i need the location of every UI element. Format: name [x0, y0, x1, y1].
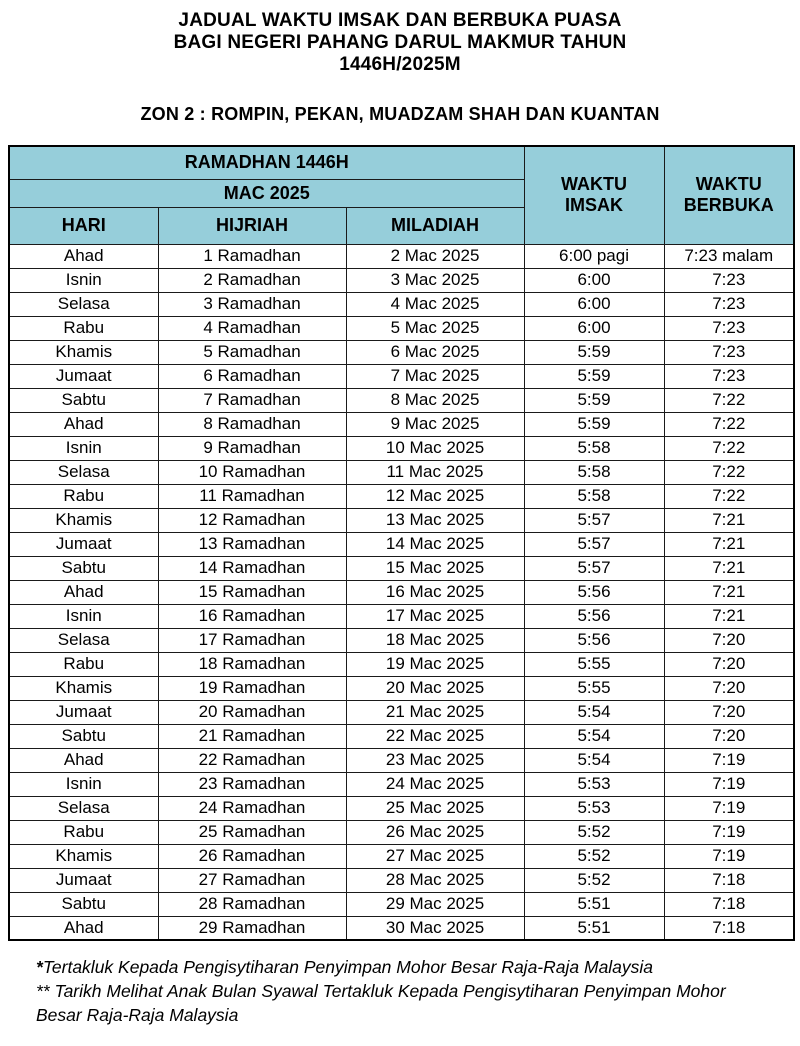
- cell-miladiah: 29 Mac 2025: [346, 892, 524, 916]
- cell-hijriah: 25 Ramadhan: [158, 820, 346, 844]
- cell-waktu-berbuka: 7:19: [664, 820, 794, 844]
- cell-hijriah: 29 Ramadhan: [158, 916, 346, 940]
- cell-hijriah: 11 Ramadhan: [158, 484, 346, 508]
- cell-hari: Ahad: [9, 244, 158, 268]
- table-row: [9, 412, 794, 436]
- table-row: [9, 796, 794, 820]
- cell-waktu-berbuka: 7:22: [664, 436, 794, 460]
- cell-waktu-imsak: 5:56: [524, 604, 664, 628]
- cell-waktu-berbuka: 7:20: [664, 700, 794, 724]
- cell-waktu-berbuka: 7:18: [664, 916, 794, 940]
- cell-hari: Jumaat: [9, 700, 158, 724]
- cell-miladiah: 20 Mac 2025: [346, 676, 524, 700]
- cell-miladiah: 15 Mac 2025: [346, 556, 524, 580]
- cell-hari: Jumaat: [9, 868, 158, 892]
- header-waktu-berbuka: [664, 146, 794, 244]
- cell-miladiah: 12 Mac 2025: [346, 484, 524, 508]
- cell-hari: Sabtu: [9, 724, 158, 748]
- document-title: [0, 0, 800, 76]
- cell-waktu-berbuka: 7:23: [664, 268, 794, 292]
- cell-hijriah: 2 Ramadhan: [158, 268, 346, 292]
- table-row: [9, 652, 794, 676]
- table-row: [9, 724, 794, 748]
- table-row: [9, 484, 794, 508]
- header-col-miladiah: MILADIAH: [346, 207, 524, 244]
- cell-miladiah: 17 Mac 2025: [346, 604, 524, 628]
- cell-hijriah: 23 Ramadhan: [158, 772, 346, 796]
- cell-waktu-berbuka: 7:21: [664, 556, 794, 580]
- table-row: [9, 292, 794, 316]
- cell-miladiah: 28 Mac 2025: [346, 868, 524, 892]
- cell-hari: Ahad: [9, 412, 158, 436]
- cell-waktu-berbuka: 7:22: [664, 412, 794, 436]
- cell-waktu-imsak: 5:51: [524, 916, 664, 940]
- cell-miladiah: 19 Mac 2025: [346, 652, 524, 676]
- table-row: [9, 772, 794, 796]
- cell-miladiah: 23 Mac 2025: [346, 748, 524, 772]
- cell-miladiah: 16 Mac 2025: [346, 580, 524, 604]
- cell-waktu-imsak: 6:00: [524, 292, 664, 316]
- table-row: [9, 460, 794, 484]
- cell-miladiah: 10 Mac 2025: [346, 436, 524, 460]
- zone-subtitle: ZON 2 : ROMPIN, PEKAN, MUADZAM SHAH DAN KUANTAN: [140, 104, 660, 124]
- cell-waktu-imsak: 5:57: [524, 508, 664, 532]
- cell-hijriah: 16 Ramadhan: [158, 604, 346, 628]
- cell-hijriah: 13 Ramadhan: [158, 532, 346, 556]
- cell-waktu-imsak: 5:54: [524, 748, 664, 772]
- cell-hijriah: 22 Ramadhan: [158, 748, 346, 772]
- header-waktu-imsak-label: WAKTU IMSAK: [561, 174, 628, 216]
- cell-miladiah: 25 Mac 2025: [346, 796, 524, 820]
- cell-hari: Sabtu: [9, 388, 158, 412]
- cell-hijriah: 24 Ramadhan: [158, 796, 346, 820]
- cell-waktu-imsak: 5:52: [524, 844, 664, 868]
- cell-hijriah: 10 Ramadhan: [158, 460, 346, 484]
- cell-waktu-berbuka: 7:21: [664, 508, 794, 532]
- cell-hari: Rabu: [9, 484, 158, 508]
- header-waktu-imsak: [524, 146, 664, 244]
- header-col-hijriah: HIJRIAH: [158, 207, 346, 244]
- cell-waktu-imsak: 5:59: [524, 388, 664, 412]
- cell-waktu-imsak: 6:00: [524, 316, 664, 340]
- table-row: [9, 844, 794, 868]
- cell-miladiah: 30 Mac 2025: [346, 916, 524, 940]
- cell-hari: Isnin: [9, 604, 158, 628]
- cell-hijriah: 8 Ramadhan: [158, 412, 346, 436]
- cell-hari: Selasa: [9, 460, 158, 484]
- cell-hari: Sabtu: [9, 892, 158, 916]
- cell-hijriah: 1 Ramadhan: [158, 244, 346, 268]
- cell-waktu-berbuka: 7:21: [664, 580, 794, 604]
- cell-hari: Ahad: [9, 916, 158, 940]
- footnote-2-marker: **: [36, 981, 50, 1001]
- cell-waktu-imsak: 5:58: [524, 460, 664, 484]
- cell-hari: Selasa: [9, 796, 158, 820]
- cell-hijriah: 6 Ramadhan: [158, 364, 346, 388]
- header-col-hari: HARI: [9, 207, 158, 244]
- cell-hijriah: 3 Ramadhan: [158, 292, 346, 316]
- cell-hijriah: 20 Ramadhan: [158, 700, 346, 724]
- schedule-table-body: [9, 244, 794, 940]
- table-row: [9, 340, 794, 364]
- cell-hari: Selasa: [9, 628, 158, 652]
- cell-hijriah: 21 Ramadhan: [158, 724, 346, 748]
- cell-hijriah: 18 Ramadhan: [158, 652, 346, 676]
- cell-hari: Ahad: [9, 580, 158, 604]
- cell-waktu-berbuka: 7:21: [664, 604, 794, 628]
- cell-hijriah: 7 Ramadhan: [158, 388, 346, 412]
- title-line-3: 1446H/2025M: [339, 54, 461, 75]
- cell-waktu-berbuka: 7:20: [664, 652, 794, 676]
- title-line-1: JADUAL WAKTU IMSAK DAN BERBUKA PUASA: [178, 10, 622, 31]
- cell-hijriah: 17 Ramadhan: [158, 628, 346, 652]
- header-row-group: [9, 146, 794, 179]
- table-row: [9, 604, 794, 628]
- cell-hijriah: 26 Ramadhan: [158, 844, 346, 868]
- cell-waktu-imsak: 5:56: [524, 580, 664, 604]
- cell-waktu-imsak: 5:59: [524, 412, 664, 436]
- table-row: [9, 244, 794, 268]
- cell-waktu-berbuka: 7:19: [664, 844, 794, 868]
- cell-waktu-berbuka: 7:23: [664, 316, 794, 340]
- cell-hari: Jumaat: [9, 532, 158, 556]
- cell-waktu-imsak: 5:54: [524, 724, 664, 748]
- cell-miladiah: 2 Mac 2025: [346, 244, 524, 268]
- cell-miladiah: 6 Mac 2025: [346, 340, 524, 364]
- cell-waktu-berbuka: 7:22: [664, 484, 794, 508]
- title-line-2: BAGI NEGERI PAHANG DARUL MAKMUR TAHUN: [173, 32, 627, 53]
- cell-hari: Ahad: [9, 748, 158, 772]
- cell-hari: Khamis: [9, 340, 158, 364]
- cell-miladiah: 4 Mac 2025: [346, 292, 524, 316]
- cell-waktu-imsak: 5:52: [524, 868, 664, 892]
- cell-hari: Isnin: [9, 772, 158, 796]
- table-row: [9, 748, 794, 772]
- table-row: [9, 556, 794, 580]
- cell-hari: Rabu: [9, 652, 158, 676]
- cell-miladiah: 5 Mac 2025: [346, 316, 524, 340]
- cell-miladiah: 24 Mac 2025: [346, 772, 524, 796]
- cell-waktu-berbuka: 7:18: [664, 892, 794, 916]
- cell-waktu-berbuka: 7:18: [664, 868, 794, 892]
- cell-waktu-berbuka: 7:20: [664, 724, 794, 748]
- cell-waktu-berbuka: 7:19: [664, 796, 794, 820]
- cell-miladiah: 13 Mac 2025: [346, 508, 524, 532]
- cell-miladiah: 9 Mac 2025: [346, 412, 524, 436]
- cell-waktu-berbuka: 7:23: [664, 364, 794, 388]
- table-row: [9, 676, 794, 700]
- table-row: [9, 892, 794, 916]
- cell-waktu-imsak: 5:57: [524, 532, 664, 556]
- cell-hijriah: 5 Ramadhan: [158, 340, 346, 364]
- cell-waktu-imsak: 5:57: [524, 556, 664, 580]
- cell-miladiah: 18 Mac 2025: [346, 628, 524, 652]
- cell-hijriah: 14 Ramadhan: [158, 556, 346, 580]
- footnote-1-text: Tertakluk Kepada Pengisytiharan Penyimpan Mohor Besar Raja-Raja Malaysia: [42, 957, 654, 977]
- table-row: [9, 268, 794, 292]
- cell-miladiah: 7 Mac 2025: [346, 364, 524, 388]
- cell-waktu-imsak: 5:58: [524, 436, 664, 460]
- header-waktu-berbuka-label: WAKTU BERBUKA: [683, 174, 774, 216]
- table-header: [9, 146, 794, 244]
- cell-miladiah: 11 Mac 2025: [346, 460, 524, 484]
- cell-miladiah: 27 Mac 2025: [346, 844, 524, 868]
- cell-waktu-berbuka: 7:19: [664, 748, 794, 772]
- cell-waktu-imsak: 5:53: [524, 772, 664, 796]
- table-row: [9, 364, 794, 388]
- cell-hijriah: 27 Ramadhan: [158, 868, 346, 892]
- cell-waktu-berbuka: 7:20: [664, 676, 794, 700]
- header-month: MAC 2025: [9, 179, 524, 207]
- cell-hari: Isnin: [9, 268, 158, 292]
- cell-hari: Khamis: [9, 676, 158, 700]
- table-row: [9, 820, 794, 844]
- cell-waktu-berbuka: 7:21: [664, 532, 794, 556]
- table-row: [9, 916, 794, 940]
- cell-hari: Isnin: [9, 436, 158, 460]
- cell-waktu-imsak: 5:55: [524, 676, 664, 700]
- footnote-2-text: Tarikh Melihat Anak Bulan Syawal Tertakluk Kepada Pengisytiharan Penyimpan Mohor Besar Raja-Raja Malaysia: [36, 981, 726, 1025]
- table-row: [9, 532, 794, 556]
- table-row: [9, 508, 794, 532]
- cell-hari: Sabtu: [9, 556, 158, 580]
- table-row: [9, 580, 794, 604]
- cell-hari: Selasa: [9, 292, 158, 316]
- cell-hijriah: 4 Ramadhan: [158, 316, 346, 340]
- cell-waktu-imsak: 5:51: [524, 892, 664, 916]
- cell-hijriah: 28 Ramadhan: [158, 892, 346, 916]
- footnotes: [36, 955, 760, 1027]
- table-row: [9, 628, 794, 652]
- cell-hijriah: 15 Ramadhan: [158, 580, 346, 604]
- cell-waktu-imsak: 5:53: [524, 796, 664, 820]
- cell-miladiah: 26 Mac 2025: [346, 820, 524, 844]
- cell-hijriah: 9 Ramadhan: [158, 436, 346, 460]
- cell-waktu-imsak: 5:54: [524, 700, 664, 724]
- cell-waktu-berbuka: 7:20: [664, 628, 794, 652]
- header-ramadhan-group: RAMADHAN 1446H: [9, 146, 524, 179]
- table-row: [9, 388, 794, 412]
- cell-waktu-berbuka: 7:22: [664, 388, 794, 412]
- cell-miladiah: 14 Mac 2025: [346, 532, 524, 556]
- cell-hari: Rabu: [9, 820, 158, 844]
- cell-waktu-imsak: 6:00: [524, 268, 664, 292]
- cell-miladiah: 8 Mac 2025: [346, 388, 524, 412]
- cell-miladiah: 21 Mac 2025: [346, 700, 524, 724]
- cell-miladiah: 3 Mac 2025: [346, 268, 524, 292]
- footnote-2: [36, 979, 760, 1027]
- cell-hijriah: 12 Ramadhan: [158, 508, 346, 532]
- table-row: [9, 436, 794, 460]
- cell-waktu-imsak: 5:58: [524, 484, 664, 508]
- cell-miladiah: 22 Mac 2025: [346, 724, 524, 748]
- cell-waktu-imsak: 6:00 pagi: [524, 244, 664, 268]
- table-row: [9, 868, 794, 892]
- cell-waktu-imsak: 5:59: [524, 364, 664, 388]
- cell-waktu-berbuka: 7:22: [664, 460, 794, 484]
- table-row: [9, 700, 794, 724]
- cell-waktu-imsak: 5:59: [524, 340, 664, 364]
- cell-waktu-imsak: 5:52: [524, 820, 664, 844]
- footnote-1: [36, 955, 760, 979]
- footnote-1-marker: *: [36, 957, 43, 977]
- cell-hari: Jumaat: [9, 364, 158, 388]
- cell-waktu-berbuka: 7:23: [664, 340, 794, 364]
- cell-waktu-imsak: 5:55: [524, 652, 664, 676]
- cell-waktu-imsak: 5:56: [524, 628, 664, 652]
- cell-hijriah: 19 Ramadhan: [158, 676, 346, 700]
- cell-waktu-berbuka: 7:19: [664, 772, 794, 796]
- cell-hari: Khamis: [9, 844, 158, 868]
- prayer-times-table: [8, 145, 795, 941]
- cell-hari: Rabu: [9, 316, 158, 340]
- cell-waktu-berbuka: 7:23: [664, 292, 794, 316]
- cell-hari: Khamis: [9, 508, 158, 532]
- cell-waktu-berbuka: 7:23 malam: [664, 244, 794, 268]
- table-row: [9, 316, 794, 340]
